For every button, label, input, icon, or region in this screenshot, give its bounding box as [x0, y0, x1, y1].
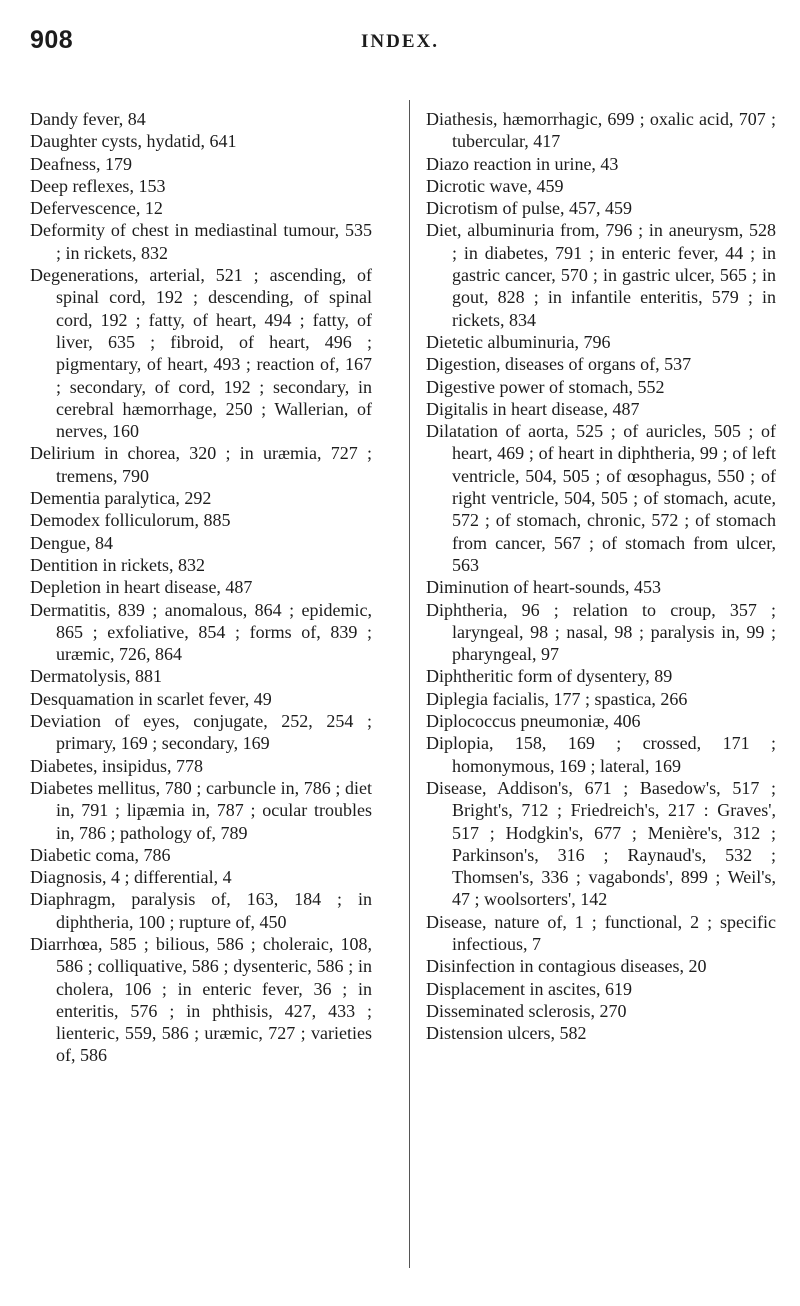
index-entry: Depletion in heart disease, 487: [30, 577, 253, 598]
index-entry: Digitalis in heart disease, 487: [426, 398, 640, 419]
index-entry: Diplegia facialis, 177 ; spastica, 266: [426, 688, 688, 709]
index-entry: Dengue, 84: [30, 532, 113, 553]
index-entry: Delirium in chorea, 320 ; in uræmia, 727 ; tremens, 790: [30, 443, 372, 486]
index-entry: Diminution of heart-sounds, 453: [426, 577, 661, 598]
index-entry: Demodex folliculorum, 885: [30, 510, 231, 531]
index-entry: Degenerations, arterial, 521 ; ascending, of spinal cord, 192 ; descending, of spinal cord, 192 ; fatty, of heart, 494 ; fatty, of liver, 635 ; fibroid, of heart, 496 ; pigmentary, of heart, 493 ; reaction of, 167 ; secondary, of cord, 192 ; secondary, in cerebral hæmorrhage, 250 ; Wallerian, of nerves, 160: [30, 265, 372, 442]
index-entry: Deviation of eyes, conjugate, 252, 254 ; primary, 169 ; secondary, 169: [30, 711, 372, 754]
index-column-left: [30, 108, 372, 1067]
index-entry: Diabetes mellitus, 780 ; carbuncle in, 786 ; diet in, 791 ; lipæmia in, 787 ; ocular troubles in, 786 ; pathology of, 789: [30, 777, 372, 843]
index-entry: Dementia paralytica, 292: [30, 488, 212, 509]
running-title: INDEX.: [361, 31, 439, 52]
index-entry: Diet, albuminuria from, 796 ; in aneurysm, 528 ; in diabetes, 791 ; in enteric fever, 44 ; in gastric cancer, 570 ; in gastric ulcer, 565 ; in gout, 828 ; in infantile enteritis, 579 ; in rickets, 834: [426, 220, 776, 330]
index-entry: Disseminated sclerosis, 270: [426, 1000, 627, 1021]
index-entry: Diphtheritic form of dysentery, 89: [426, 666, 673, 687]
index-entry: Disease, nature of, 1 ; functional, 2 ; specific infectious, 7: [426, 911, 776, 954]
index-entry: Disinfection in contagious diseases, 20: [426, 956, 707, 977]
index-entry: Diplopia, 158, 169 ; crossed, 171 ; homonymous, 169 ; lateral, 169: [426, 733, 776, 776]
index-entry: Diagnosis, 4 ; differential, 4: [30, 867, 232, 888]
index-entry: Diplococcus pneumoniæ, 406: [426, 711, 641, 732]
index-entry: Diathesis, hæmorrhagic, 699 ; oxalic acid, 707 ; tubercular, 417: [426, 109, 776, 152]
index-entry: Digestive power of stomach, 552: [426, 376, 665, 397]
index-entry: Diphtheria, 96 ; relation to croup, 357 ; laryngeal, 98 ; nasal, 98 ; paralysis in, 99 ; pharyngeal, 97: [426, 599, 776, 665]
index-entry: Deep reflexes, 153: [30, 175, 166, 196]
index-entry: Dicrotic wave, 459: [426, 175, 564, 196]
index-entry: Dicrotism of pulse, 457, 459: [426, 198, 632, 219]
index-entry: Diabetic coma, 786: [30, 844, 171, 865]
index-entry: Diarrhœa, 585 ; bilious, 586 ; choleraic, 108, 586 ; colliquative, 586 ; dysenteric, 586 ; in cholera, 106 ; in enteric fever, 36 ; in enteritis, 576 ; in phthisis, 427, 433 ; lienteric, 559, 586 ; uræmic, 727 ; varieties of, 586: [30, 933, 372, 1066]
index-entry: Diabetes, insipidus, 778: [30, 755, 203, 776]
index-entry: Diazo reaction in urine, 43: [426, 153, 619, 174]
index-entry: Dietetic albuminuria, 796: [426, 331, 611, 352]
index-entry: Deformity of chest in mediastinal tumour, 535 ; in rickets, 832: [30, 220, 372, 263]
index-entry: Diaphragm, paralysis of, 163, 184 ; in diphtheria, 100 ; rupture of, 450: [30, 889, 372, 932]
page-header: [0, 26, 800, 66]
index-entry: Desquamation in scarlet fever, 49: [30, 688, 272, 709]
index-entry: Defervescence, 12: [30, 198, 163, 219]
index-entry: Dandy fever, 84: [30, 109, 146, 129]
index-entry: Digestion, diseases of organs of, 537: [426, 354, 692, 375]
column-divider: [409, 100, 410, 1268]
index-entry: Dentition in rickets, 832: [30, 554, 205, 575]
index-entry: Dermatitis, 839 ; anomalous, 864 ; epidemic, 865 ; exfoliative, 854 ; forms of, 839 ; uræmic, 726, 864: [30, 599, 372, 665]
index-entry: Displacement in ascites, 619: [426, 978, 632, 999]
index-entry: Deafness, 179: [30, 153, 132, 174]
page-number: 908: [30, 26, 74, 54]
index-entry: Daughter cysts, hydatid, 641: [30, 131, 237, 152]
index-entry: Dilatation of aorta, 525 ; of auricles, 505 ; of heart, 469 ; of heart in diphtheria, 99 ; of left ventricle, 504, 505 ; of œsophagus, 550 ; of right ventricle, 504, 505 ; of stomach, acute, 572 ; of stomach, chronic, 572 ; of stomach from cancer, 567 ; of stomach from ulcer, 563: [426, 421, 776, 575]
index-entry: Disease, Addison's, 671 ; Basedow's, 517 ; Bright's, 712 ; Friedreich's, 217 : Graves', 517 ; Hodgkin's, 677 ; Menière's, 312 ; Parkinson's, 316 ; Raynaud's, 532 ; Thomsen's, 336 ; vagabonds', 899 ; Weil's, 47 ; woolsorters', 142: [426, 777, 776, 910]
index-entry: Dermatolysis, 881: [30, 666, 162, 687]
index-entry: Distension ulcers, 582: [426, 1023, 587, 1044]
index-column-right: [426, 108, 776, 1044]
